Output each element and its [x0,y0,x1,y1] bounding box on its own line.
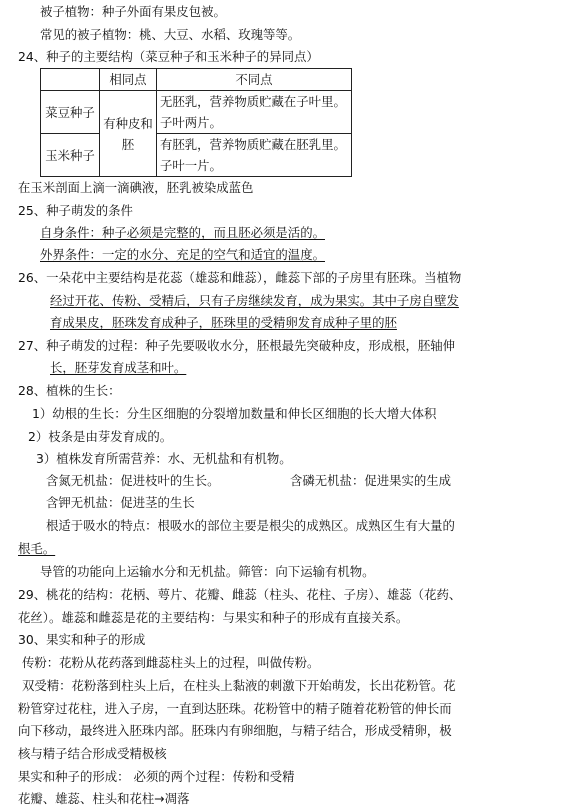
text-line: 导管的功能向上运输水分和无机盐。筛管：向下运输有机物。 [40,564,375,579]
text-line: 外界条件：一定的水分、充足的空气和适宜的温度。 [40,247,325,262]
text-line: 向下移动，最终进入胚珠内部。胚珠内有卵细胞，与精子结合，形成受精卵，极 [18,723,452,738]
section-heading-24: 24、种子的主要结构（菜豆种子和玉米种子的异同点） [18,49,319,64]
section-heading-27: 27、种子萌发的过程：种子先要吸收水分，胚根最先突破种皮，形成根，胚轴伸 [18,338,456,353]
text-line: 核与精子结合形成受精极核 [18,746,167,761]
text-line: 果实和种子的形成： 必须的两个过程：传粉和受精 [18,769,295,784]
section-heading-28: 28、植株的生长： [18,383,121,398]
text-line: 自身条件：种子必须是完整的，而且胚必须是活的。 [40,225,325,240]
text-line: 花丝）。雄蕊和雌蕊是花的主要结构：与果实和种子的形成有直接关系。 [18,610,409,625]
text-line: 含氮无机盐：促进枝叶的生长。 [46,473,220,488]
text-line: 长，胚芽发育成茎和叶。 [50,360,187,375]
text-line: 粉管穿过花柱，进入子房，一直到达胚珠。花粉管中的精子随着花粉管的伸长而 [18,701,452,716]
text-line: 常见的被子植物：桃、大豆、水稻、玫瑰等等。 [40,27,301,42]
text-line: 根毛。 [18,541,56,556]
section-heading-25: 25、种子萌发的条件 [18,203,133,218]
text-line: 含磷无机盐：促进果实的生成 [290,473,452,488]
text-line: 3）植株发育所需营养：水、无机盐和有机物。 [36,451,292,466]
seed-comparison-table [40,68,352,177]
table-header-diff: 不同点 [157,69,352,91]
text-line: 在玉米剖面上滴一滴碘液，胚乳被染成蓝色 [18,180,254,195]
text-line: 经过开花、传粉、受精后，只有子房继续发育，成为果实。其中子房自壁发 [50,293,459,308]
section-heading-30: 30、果实和种子的形成 [18,632,146,647]
table-cell-diff: 有胚乳，营养物质贮藏在胚乳里。子叶一片。 [157,134,352,177]
text-line: 传粉：花粉从花药落到雌蕊柱头上的过程，叫做传粉。 [22,655,320,670]
section-heading-29: 29、桃花的结构：花柄、萼片、花瓣、雌蕊（柱头、花柱、子房）、雄蕊（花药、 [18,587,462,602]
text-line: 育成果皮，胚珠发育成种子，胚珠里的受精卵发育成种子里的胚 [50,315,397,330]
section-heading-26: 26、一朵花中主要结构是花蕊（雄蕊和雌蕊），雌蕊下部的子房里有胚珠。当植物 [18,270,462,285]
table-corner-cell [41,69,100,91]
text-line: 1）幼根的生长：分生区细胞的分裂增加数量和伸长区细胞的长大增大体积 [32,406,437,421]
text-line: 2）枝条是由芽发育成的。 [28,429,173,444]
text-line: 花瓣、雄蕊、柱头和花柱→凋落 [18,791,190,806]
table-cell-diff: 无胚乳，营养物质贮藏在子叶里。子叶两片。 [157,91,352,134]
table-header-same: 相同点 [100,69,157,91]
text-line: 被子植物：种子外面有果皮包被。 [40,4,226,19]
text-line: 根适于吸水的特点：根吸水的部位主要是根尖的成熟区。成熟区生有大量的 [46,518,455,533]
table-row-name: 菜豆种子 [41,91,100,134]
table-cell-same: 有种皮和胚 [100,91,157,177]
table-row-name: 玉米种子 [41,134,100,177]
text-line: 含钾无机盐：促进茎的生长 [46,495,195,510]
text-line: 双受精：花粉落到柱头上后，在柱头上黏液的刺激下开始萌发，长出花粉管。花 [22,678,456,693]
